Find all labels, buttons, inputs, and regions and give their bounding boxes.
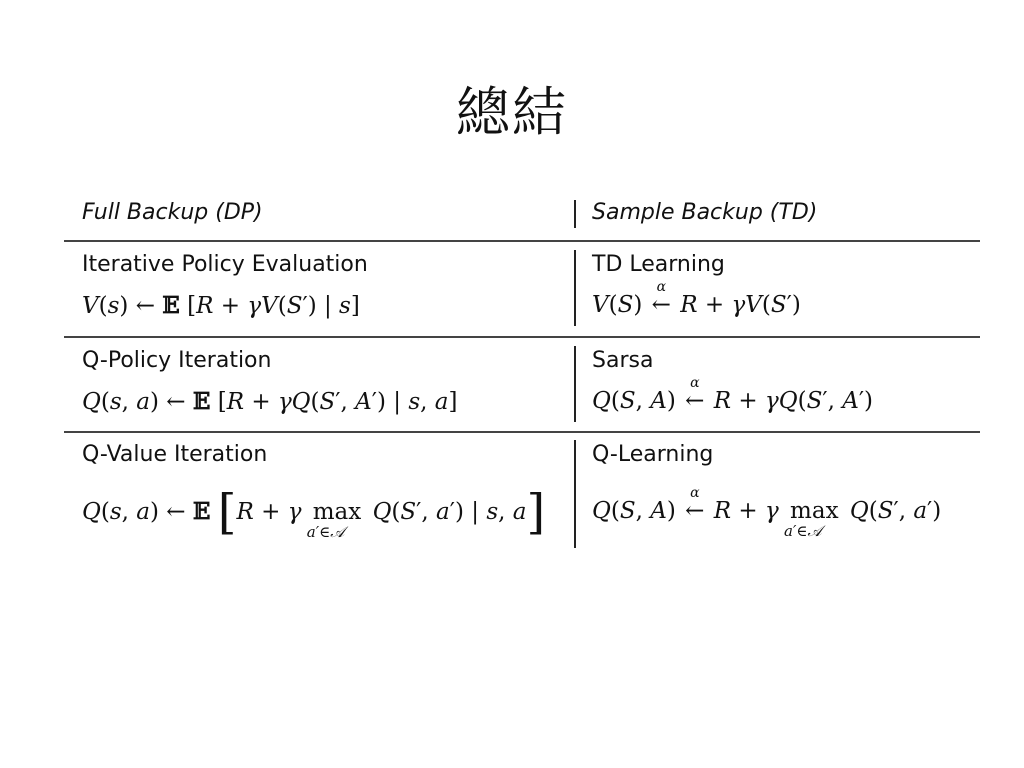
table-row [64,250,980,330]
max-subscript: a′∈𝒜 [306,523,345,541]
equation-policy-evaluation: V(s) ← 𝔼 [R + γV(S′) | s] [82,292,360,319]
row-label-right: TD Learning [592,252,725,277]
row-label-left: Iterative Policy Evaluation [82,252,368,277]
horizontal-rule [64,336,980,338]
header-row [64,200,980,230]
table-row [64,440,980,550]
horizontal-rule [64,240,980,242]
equation-q-policy-iteration: Q(s, a) ← 𝔼 [R + γQ(S′, A′) | s, a] [82,388,458,415]
equation-q-learning: Q(S, A) ← α R + γ max a′∈𝒜 Q(S′, a′) [592,485,942,540]
header-sample-backup: Sample Backup (TD) [592,200,818,225]
row-label-right: Sarsa [592,348,654,373]
row-label-right: Q-Learning [592,442,714,467]
row-label-left: Q-Policy Iteration [82,348,272,373]
comparison-table [64,190,980,541]
header-full-backup: Full Backup (DP) [82,200,263,225]
max-subscript: a′∈𝒜 [784,522,822,540]
equation-td-learning: V(S) ← α R + γV(S′) [592,279,801,318]
equation-q-value-iteration: Q(s, a) ← 𝔼 [R + γ max a′∈𝒜 Q(S′, a′) | s, a] [82,484,546,541]
row-label-left: Q-Value Iteration [82,442,268,467]
table-row [64,346,980,426]
equation-sarsa: Q(S, A) ← α R + γQ(S′, A′) [592,375,874,414]
page-title: 總結 [456,81,568,144]
horizontal-rule [64,431,980,433]
